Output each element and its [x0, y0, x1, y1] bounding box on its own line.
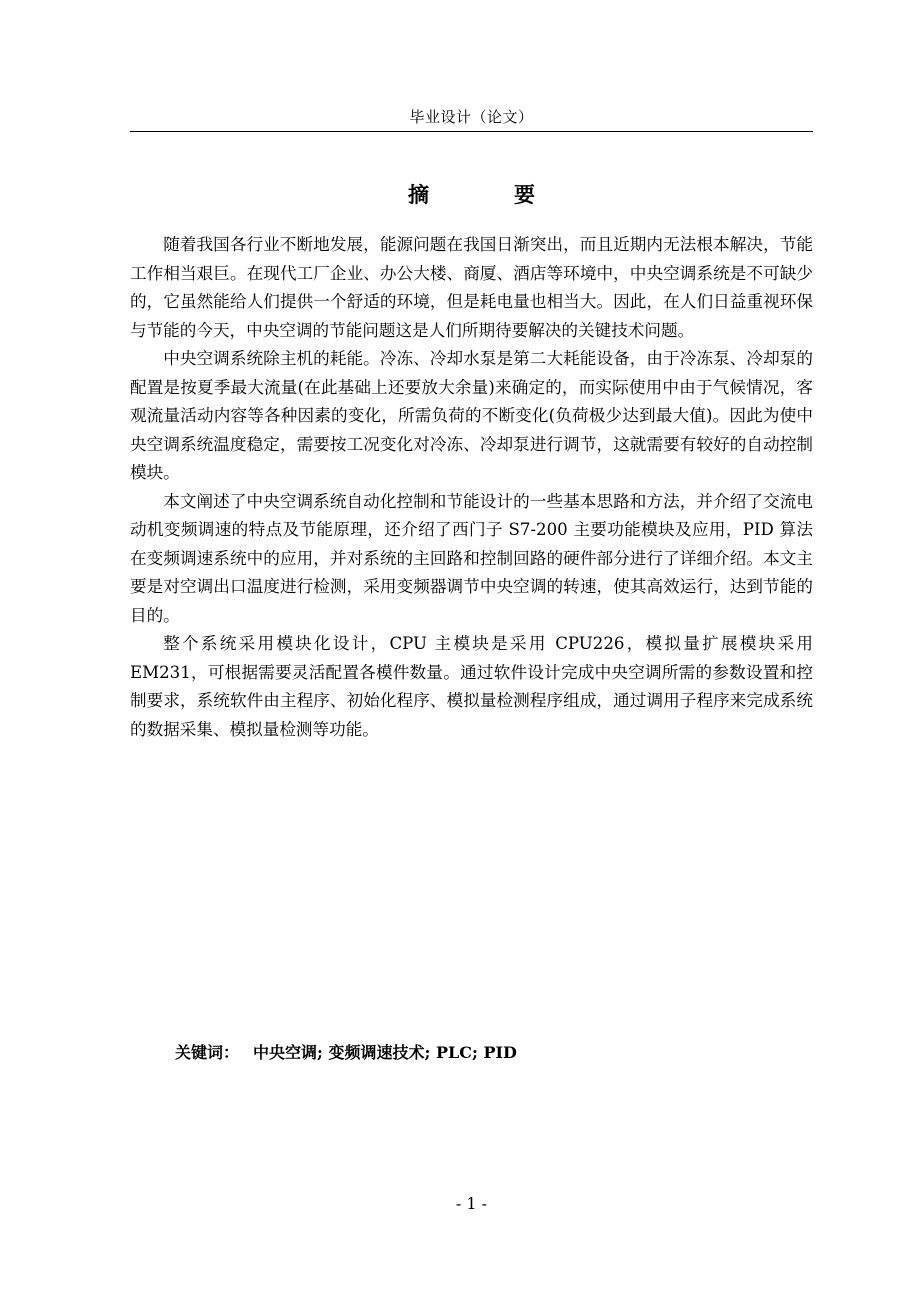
abstract-paragraph: 整个系统采用模块化设计，CPU 主模块是采用 CPU226，模拟量扩展模块采用 EM231，可根据需要灵活配置各模件数量。通过软件设计完成中央空调所需的参数设置和控制要求，系统软件由主程序、初始化程序、模拟量检测程序组成，通过调用子程序来完成系统的数据采集、模拟量检测等功能。 [130, 634, 813, 739]
page-number: - 1 - [455, 1194, 488, 1213]
abstract-body [130, 231, 813, 744]
running-header: 毕业设计（论文） [409, 108, 534, 126]
keywords-value: 中央空调; 变频调速技术; PLC; PID [253, 1043, 517, 1062]
header-divider [130, 131, 813, 132]
abstract-paragraph: 随着我国各行业不断地发展，能源问题在我国日渐突出，而且近期内无法根本解决，节能工作相当艰巨。在现代工厂企业、办公大楼、商厦、酒店等环境中，中央空调系统是不可缺少的，它虽然能给人们提供一个舒适的环境，但是耗电量也相当大。因此，在人们日益重视环保与节能的今天，中央空调的节能问题这是人们所期待要解决的关键技术问题。 [130, 235, 813, 340]
section-title: 摘 要 [408, 182, 567, 207]
abstract-paragraph: 中央空调系统除主机的耗能。冷冻、冷却水泵是第二大耗能设备，由于冷冻泵、冷却泵的配置是按夏季最大流量(在此基础上还要放大余量)来确定的，而实际使用中由于气候情况，客观流量活动内容等各种因素的变化，所需负荷的不断变化(负荷极少达到最大值)。因此为使中央空调系统温度稳定，需要按工况变化对冷冻、冷却泵进行调节，这就需要有较好的自动控制模块。 [130, 349, 813, 482]
keywords-label: 关键词： [175, 1043, 240, 1062]
abstract-paragraph: 本文阐述了中央空调系统自动化控制和节能设计的一些基本思路和方法，并介绍了交流电动机变频调速的特点及节能原理，还介绍了西门子 S7-200 主要功能模块及应用，PID 算法在变频调速系统中的应用，并对系统的主回路和控制回路的硬件部分进行了详细介绍。本文主要是对空调出口温度进行检测，采用变频器调节中央空调的转速，使其高效运行，达到节能的目的。 [130, 491, 813, 625]
keywords-line [175, 1041, 517, 1065]
